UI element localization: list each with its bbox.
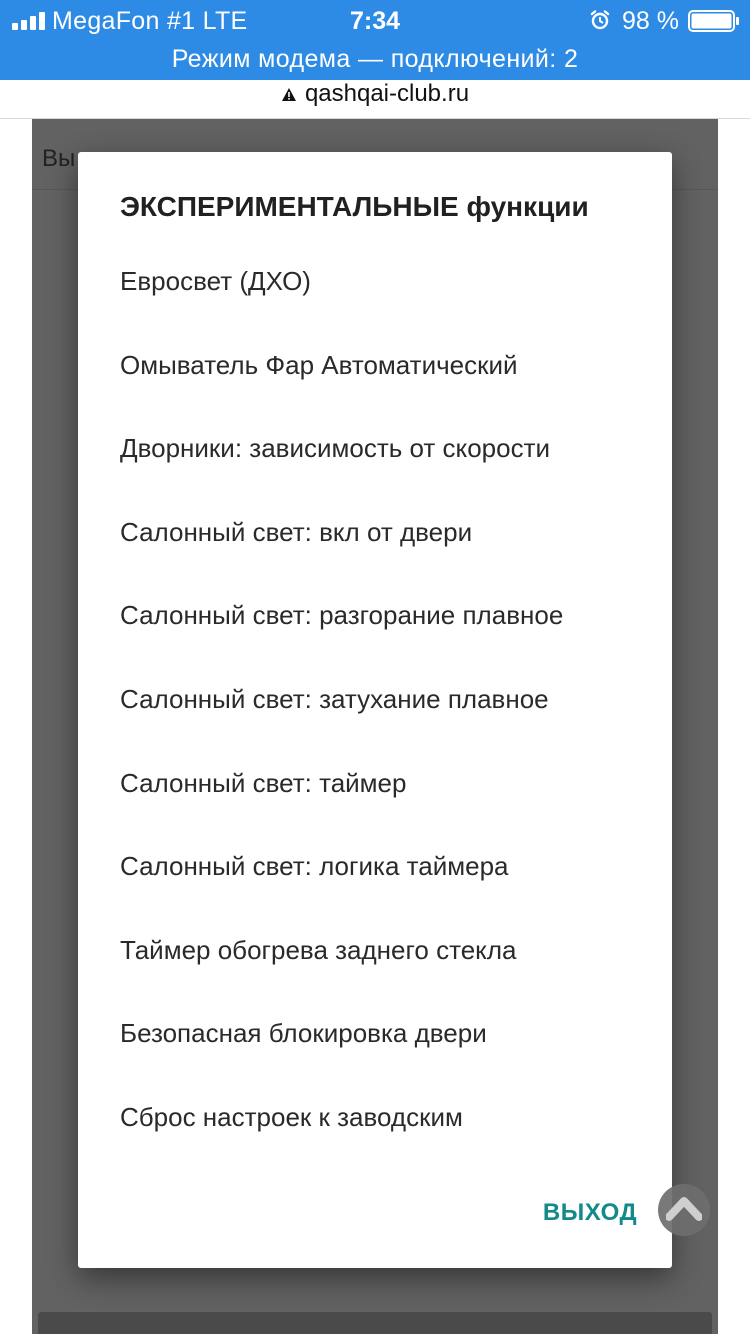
exit-button[interactable]: ВЫХОД (542, 1199, 638, 1226)
status-bar (0, 0, 750, 80)
experimental-functions-dialog (78, 152, 672, 1268)
function-item-interior-light-fade-out[interactable]: Салонный свет: затухание плавное (120, 683, 549, 714)
carrier-label: MegaFon #1 LTE (52, 7, 248, 35)
scroll-to-top-button[interactable] (658, 1184, 710, 1236)
function-item-rear-defrost-timer[interactable]: Таймер обогрева заднего стекла (120, 934, 517, 965)
battery-icon (688, 10, 740, 32)
alarm-clock-icon (590, 10, 610, 30)
function-list (78, 240, 672, 1160)
address-inner (281, 80, 469, 108)
dialog-title: ЭКСПЕРИМЕНТАЛЬНЫЕ функции (120, 191, 589, 222)
function-item-headlight-washer[interactable]: Омыватель Фар Автоматический (120, 349, 518, 380)
warning-triangle-icon (281, 87, 297, 102)
address-bar[interactable] (0, 80, 750, 119)
hotspot-banner[interactable]: Режим модема — подключений: 2 (171, 45, 579, 73)
clock: 7:34 (349, 7, 401, 35)
function-item-interior-light-timer[interactable]: Салонный свет: таймер (120, 767, 407, 798)
battery-percentage: 98 % (622, 7, 679, 35)
function-item-safe-door-lock[interactable]: Безопасная блокировка двери (120, 1018, 487, 1049)
function-item-interior-light-fade-in[interactable]: Салонный свет: разгорание плавное (120, 600, 564, 631)
address-url: qashqai-club.ru (304, 80, 470, 107)
function-item-interior-light-door[interactable]: Салонный свет: вкл от двери (120, 516, 473, 547)
function-item-factory-reset[interactable]: Сброс настроек к заводским (120, 1101, 463, 1132)
function-item-wipers-speed[interactable]: Дворники: зависимость от скорости (120, 433, 551, 464)
function-item-drl[interactable]: Евросвет (ДХО) (120, 266, 311, 296)
status-row (0, 0, 750, 42)
chevron-up-icon (666, 1193, 702, 1227)
function-item-interior-light-timer-logic[interactable]: Салонный свет: логика таймера (120, 851, 509, 882)
bottom-bar (38, 1312, 712, 1334)
